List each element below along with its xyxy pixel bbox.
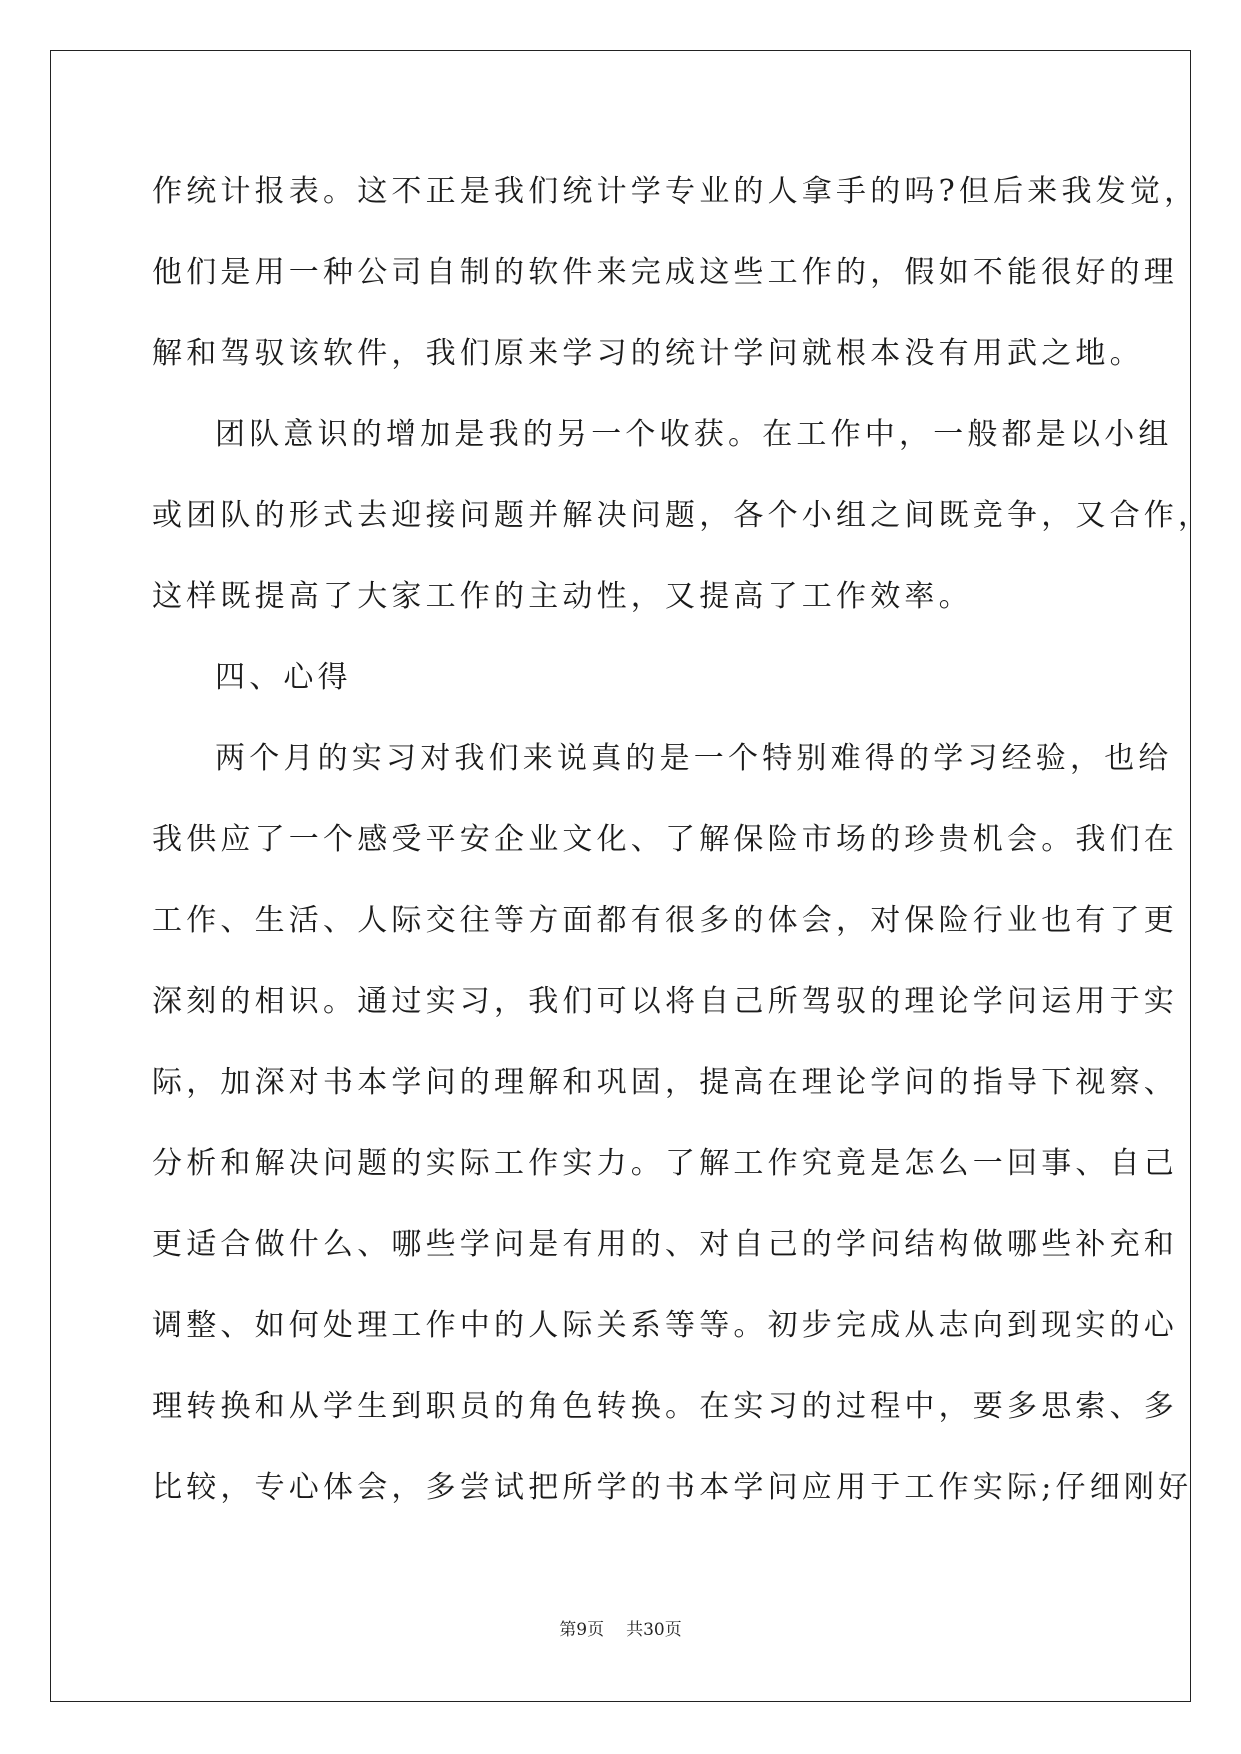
text-line: 我供应了一个感受平安企业文化、了解保险市场的珍贵机会。我们在 bbox=[152, 822, 1178, 857]
paragraph-start-line: 团队意识的增加是我的另一个收获。在工作中，一般都是以小组 bbox=[215, 417, 1173, 452]
text-line: 比较，专心体会，多尝试把所学的书本学问应用于工作实际;仔细刚好 bbox=[152, 1470, 1193, 1505]
text-line: 他们是用一种公司自制的软件来完成这些工作的，假如不能很好的理 bbox=[152, 255, 1178, 290]
text-line: 调整、如何处理工作中的人际关系等等。初步完成从志向到现实的心 bbox=[152, 1308, 1178, 1343]
text-line: 分析和解决问题的实际工作实力。了解工作究竟是怎么一回事、自己 bbox=[152, 1146, 1178, 1181]
text-line: 工作、生活、人际交往等方面都有很多的体会，对保险行业也有了更 bbox=[152, 903, 1178, 938]
current-page-number: 第9页 bbox=[559, 1620, 605, 1640]
text-line: 际，加深对书本学问的理解和巩固，提高在理论学问的指导下视察、 bbox=[152, 1065, 1178, 1100]
text-line: 更适合做什么、哪些学问是有用的、对自己的学问结构做哪些补充和 bbox=[152, 1227, 1178, 1262]
text-line: 这样既提高了大家工作的主动性，又提高了工作效率。 bbox=[152, 579, 973, 614]
section-heading: 四、心得 bbox=[215, 660, 352, 695]
page-footer bbox=[0, 1618, 1241, 1642]
paragraph-start-line: 两个月的实习对我们来说真的是一个特别难得的学习经验，也给 bbox=[215, 741, 1173, 776]
total-page-count: 共30页 bbox=[626, 1620, 682, 1640]
text-line: 解和驾驭该软件，我们原来学习的统计学问就根本没有用武之地。 bbox=[152, 336, 1144, 371]
text-line: 或团队的形式去迎接问题并解决问题，各个小组之间既竞争，又合作， bbox=[152, 498, 1213, 533]
text-line: 理转换和从学生到职员的角色转换。在实习的过程中，要多思索、多 bbox=[152, 1389, 1178, 1424]
text-line: 作统计报表。这不正是我们统计学专业的人拿手的吗?但后来我发觉， bbox=[152, 174, 1199, 209]
text-line: 深刻的相识。通过实习，我们可以将自己所驾驭的理论学问运用于实 bbox=[152, 984, 1178, 1019]
document-body bbox=[152, 162, 1213, 1539]
